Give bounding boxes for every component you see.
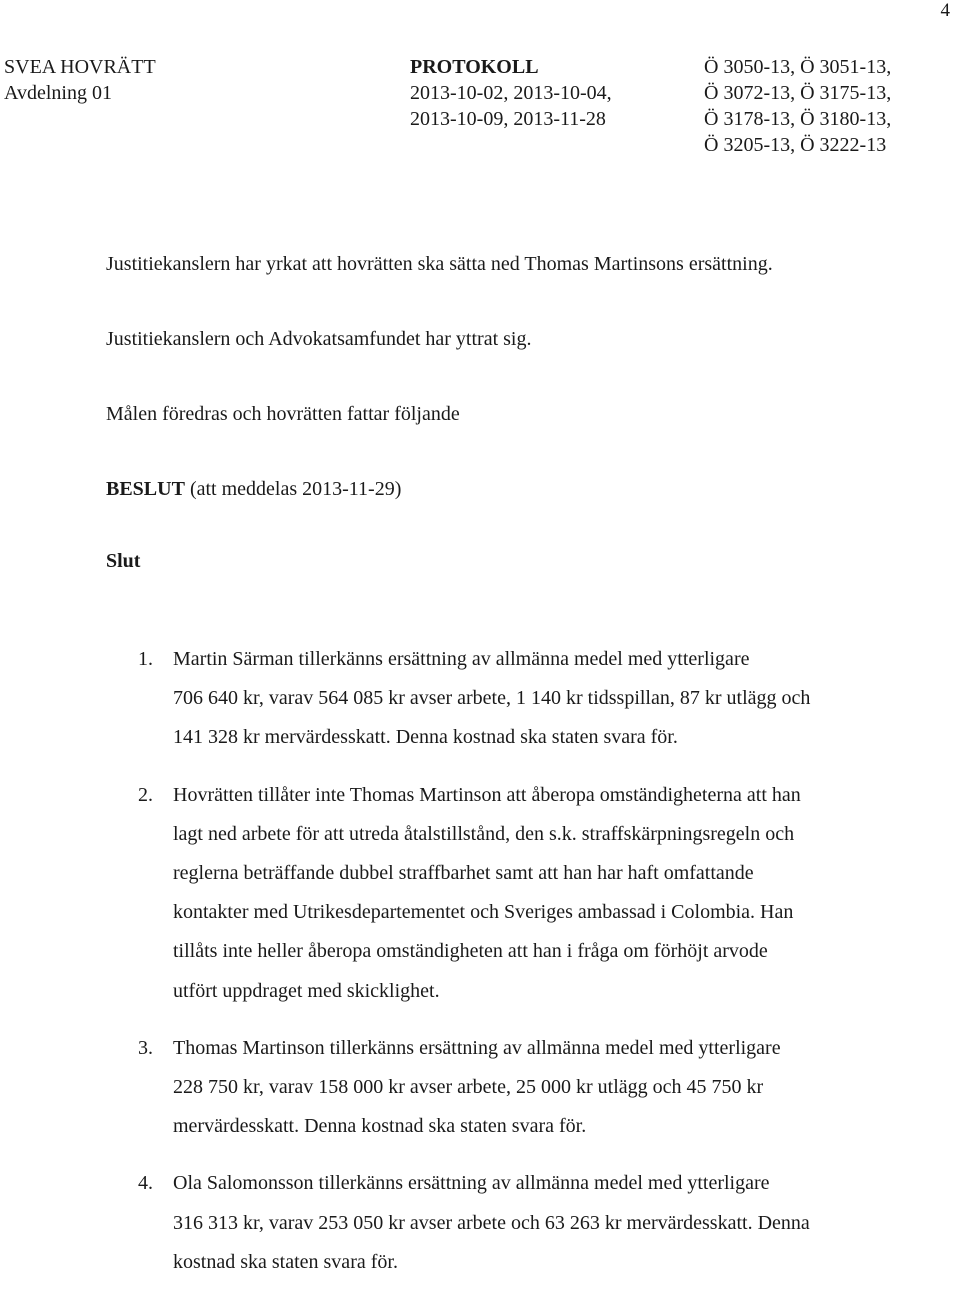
item-number: 2. — [138, 783, 153, 806]
beslut-line — [106, 475, 906, 503]
item-line: 706 640 kr, varav 564 085 kr avser arbete, 1 140 kr tidsspillan, 87 kr utlägg och — [173, 687, 811, 710]
paragraph: Justitiekanslern har yrkat att hovrätten ska sätta ned Thomas Martinsons ersättning. — [106, 253, 773, 275]
decision-item — [138, 776, 918, 1011]
item-line: tillåts inte heller åberopa omständigheten att han i fråga om förhöjt arvode — [173, 940, 768, 963]
case-numbers-line: Ö 3072-13, Ö 3175-13, — [704, 82, 892, 104]
item-line: kostnad ska staten svara för. — [173, 1250, 398, 1273]
item-line: utfört uppdraget med skicklighet. — [173, 979, 440, 1002]
decision-item — [138, 1029, 918, 1147]
decision-list — [138, 640, 918, 1300]
item-line: kontakter med Utrikesdepartementet och Sveriges ambassad i Colombia. Han — [173, 901, 794, 924]
beslut-label: BESLUT — [106, 478, 185, 500]
item-line: 316 313 kr, varav 253 050 kr avser arbete och 63 263 kr mervärdesskatt. Denna — [173, 1211, 810, 1234]
case-numbers-line: Ö 3205-13, Ö 3222-13 — [704, 134, 887, 156]
decision-item — [138, 1164, 918, 1282]
item-line: 141 328 kr mervärdesskatt. Denna kostnad ska staten svara för. — [173, 726, 678, 749]
page-number: 4 — [940, 0, 950, 21]
item-line: Martin Särman tillerkänns ersättning av allmänna medel med ytterligare — [173, 648, 750, 670]
court-division: Avdelning 01 — [4, 82, 112, 104]
document-body — [106, 250, 906, 621]
case-numbers-line: Ö 3178-13, Ö 3180-13, — [704, 108, 892, 130]
item-line: reglerna beträffande dubbel straffbarhet samt att han har haft omfattande — [173, 862, 754, 885]
item-line: mervärdesskatt. Denna kostnad ska staten svara för. — [173, 1115, 587, 1138]
beslut-text: (att meddelas 2013-11-29) — [184, 478, 402, 500]
court-info — [4, 54, 156, 106]
protocol-info — [410, 54, 612, 132]
item-number: 3. — [138, 1036, 153, 1059]
item-number: 4. — [138, 1172, 153, 1195]
item-number: 1. — [138, 648, 153, 670]
paragraph: Målen föredras och hovrätten fattar följande — [106, 403, 460, 425]
decision-item — [138, 640, 918, 758]
slut-heading: Slut — [106, 550, 141, 572]
item-line: 228 750 kr, varav 158 000 kr avser arbete, 25 000 kr utlägg och 45 750 kr — [173, 1076, 764, 1099]
protocol-title: PROTOKOLL — [410, 56, 539, 78]
protocol-dates-line: 2013-10-09, 2013-11-28 — [410, 108, 606, 130]
case-numbers — [704, 54, 891, 158]
paragraph: Justitiekanslern och Advokatsamfundet har yttrat sig. — [106, 328, 532, 350]
item-line: Hovrätten tillåter inte Thomas Martinson att åberopa omständigheterna att han — [173, 783, 801, 806]
protocol-dates-line: 2013-10-02, 2013-10-04, — [410, 82, 612, 104]
item-line: Thomas Martinson tillerkänns ersättning av allmänna medel med ytterligare — [173, 1036, 781, 1059]
item-line: lagt ned arbete för att utreda åtalstillstånd, den s.k. straffskärpningsregeln och — [173, 822, 795, 845]
court-name: SVEA HOVRÄTT — [4, 56, 156, 78]
case-numbers-line: Ö 3050-13, Ö 3051-13, — [704, 56, 892, 78]
item-line: Ola Salomonsson tillerkänns ersättning av allmänna medel med ytterligare — [173, 1172, 770, 1195]
